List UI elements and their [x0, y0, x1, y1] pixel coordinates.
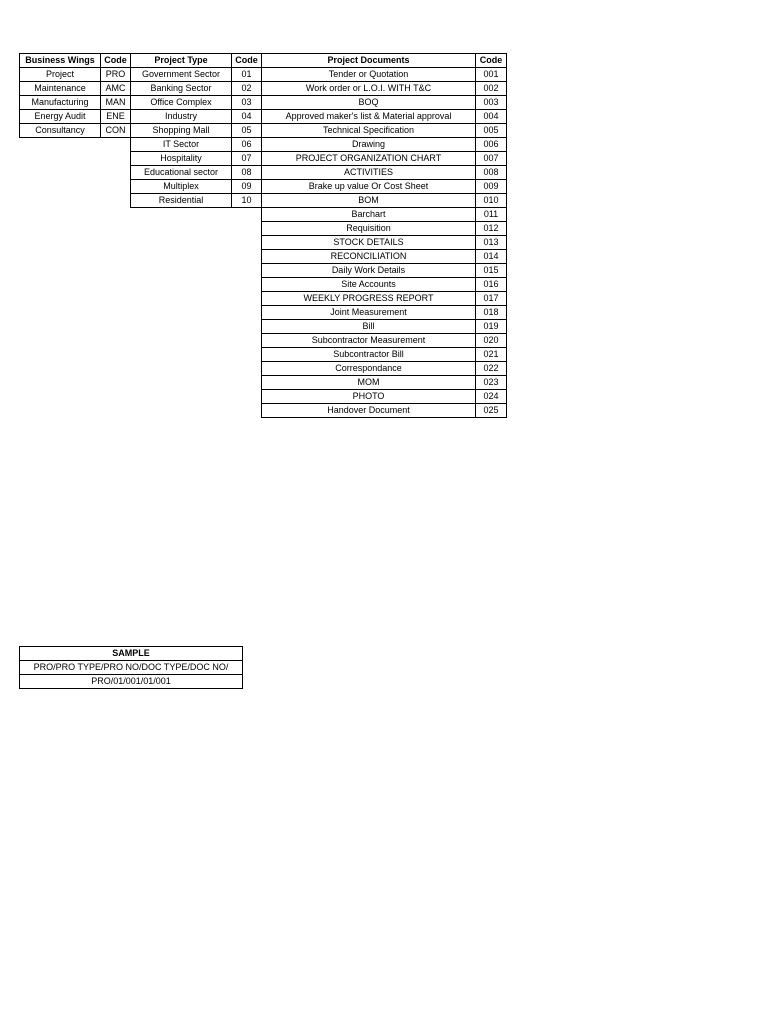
doc-code-cell: 018 — [476, 306, 507, 320]
project-type-cell — [131, 222, 232, 236]
business-wing-cell — [20, 152, 101, 166]
type-code-cell — [232, 264, 262, 278]
type-code-cell — [232, 376, 262, 390]
sample-format: PRO/PRO TYPE/PRO NO/DOC TYPE/DOC NO/ — [20, 661, 243, 675]
type-code-cell: 03 — [232, 96, 262, 110]
project-document-cell: Tender or Quotation — [262, 68, 476, 82]
table-row — [20, 194, 507, 208]
project-type-cell — [131, 362, 232, 376]
type-code-cell — [232, 404, 262, 418]
project-type-cell: Shopping Mall — [131, 124, 232, 138]
business-wing-cell — [20, 194, 101, 208]
table-row — [20, 208, 507, 222]
header-doc-code: Code — [476, 54, 507, 68]
doc-code-cell: 021 — [476, 348, 507, 362]
project-type-cell: IT Sector — [131, 138, 232, 152]
wing-code-cell — [101, 292, 131, 306]
business-wing-cell — [20, 348, 101, 362]
business-wing-cell — [20, 334, 101, 348]
project-type-cell: Government Sector — [131, 68, 232, 82]
doc-code-cell: 008 — [476, 166, 507, 180]
project-document-cell: Correspondance — [262, 362, 476, 376]
table-row — [20, 334, 507, 348]
sample-title: SAMPLE — [20, 647, 243, 661]
wing-code-cell — [101, 320, 131, 334]
doc-code-cell: 013 — [476, 236, 507, 250]
business-wing-cell — [20, 292, 101, 306]
business-wing-cell — [20, 376, 101, 390]
wing-code-cell: CON — [101, 124, 131, 138]
header-project-type: Project Type — [131, 54, 232, 68]
project-type-cell: Hospitality — [131, 152, 232, 166]
doc-code-cell: 004 — [476, 110, 507, 124]
doc-code-cell: 022 — [476, 362, 507, 376]
business-wing-cell — [20, 306, 101, 320]
wing-code-cell — [101, 180, 131, 194]
type-code-cell — [232, 390, 262, 404]
type-code-cell — [232, 320, 262, 334]
project-document-cell: MOM — [262, 376, 476, 390]
project-document-cell: PROJECT ORGANIZATION CHART — [262, 152, 476, 166]
type-code-cell: 08 — [232, 166, 262, 180]
table-row — [20, 180, 507, 194]
business-wing-cell: Project — [20, 68, 101, 82]
wing-code-cell — [101, 152, 131, 166]
doc-code-cell: 009 — [476, 180, 507, 194]
project-type-cell: Office Complex — [131, 96, 232, 110]
project-document-cell: Requisition — [262, 222, 476, 236]
wing-code-cell: AMC — [101, 82, 131, 96]
wing-code-cell: ENE — [101, 110, 131, 124]
wing-code-cell — [101, 404, 131, 418]
project-document-cell: Technical Specification — [262, 124, 476, 138]
business-wing-cell: Energy Audit — [20, 110, 101, 124]
doc-code-cell: 012 — [476, 222, 507, 236]
business-wing-cell — [20, 138, 101, 152]
wing-code-cell — [101, 194, 131, 208]
project-document-cell: Brake up value Or Cost Sheet — [262, 180, 476, 194]
type-code-cell — [232, 208, 262, 222]
doc-code-cell: 010 — [476, 194, 507, 208]
wing-code-cell — [101, 264, 131, 278]
project-document-cell: BOM — [262, 194, 476, 208]
doc-code-cell: 024 — [476, 390, 507, 404]
project-type-cell — [131, 306, 232, 320]
project-document-cell: Drawing — [262, 138, 476, 152]
doc-code-cell: 023 — [476, 376, 507, 390]
project-document-cell: ACTIVITIES — [262, 166, 476, 180]
doc-code-cell: 006 — [476, 138, 507, 152]
table-row — [20, 166, 507, 180]
table-row — [20, 68, 507, 82]
doc-code-cell: 017 — [476, 292, 507, 306]
project-type-cell — [131, 348, 232, 362]
doc-code-cell: 016 — [476, 278, 507, 292]
project-type-cell — [131, 376, 232, 390]
project-document-cell: Subcontractor Bill — [262, 348, 476, 362]
project-document-cell: Daily Work Details — [262, 264, 476, 278]
wing-code-cell: MAN — [101, 96, 131, 110]
business-wing-cell: Maintenance — [20, 82, 101, 96]
type-code-cell: 10 — [232, 194, 262, 208]
business-wing-cell — [20, 278, 101, 292]
project-type-cell — [131, 292, 232, 306]
header-type-code: Code — [232, 54, 262, 68]
doc-code-cell: 015 — [476, 264, 507, 278]
project-document-cell: STOCK DETAILS — [262, 236, 476, 250]
table-row — [20, 348, 507, 362]
sample-table — [19, 646, 243, 689]
header-row — [20, 54, 507, 68]
business-wing-cell — [20, 222, 101, 236]
business-wing-cell: Manufacturing — [20, 96, 101, 110]
business-wing-cell — [20, 390, 101, 404]
project-document-cell: Barchart — [262, 208, 476, 222]
type-code-cell — [232, 292, 262, 306]
wing-code-cell — [101, 376, 131, 390]
type-code-cell — [232, 348, 262, 362]
project-document-cell: BOQ — [262, 96, 476, 110]
doc-code-cell: 019 — [476, 320, 507, 334]
type-code-cell: 01 — [232, 68, 262, 82]
type-code-cell: 04 — [232, 110, 262, 124]
doc-code-cell: 005 — [476, 124, 507, 138]
business-wing-cell — [20, 264, 101, 278]
doc-code-cell: 002 — [476, 82, 507, 96]
business-wing-cell — [20, 250, 101, 264]
wing-code-cell — [101, 222, 131, 236]
project-type-cell: Industry — [131, 110, 232, 124]
project-document-cell: Joint Measurement — [262, 306, 476, 320]
table-row — [20, 278, 507, 292]
project-document-cell: Approved maker's list & Material approval — [262, 110, 476, 124]
wing-code-cell — [101, 236, 131, 250]
project-type-cell — [131, 264, 232, 278]
type-code-cell: 02 — [232, 82, 262, 96]
table-row — [20, 264, 507, 278]
project-document-cell: Bill — [262, 320, 476, 334]
project-document-cell: Work order or L.O.I. WITH T&C — [262, 82, 476, 96]
type-code-cell — [232, 250, 262, 264]
table-row — [20, 404, 507, 418]
type-code-cell — [232, 236, 262, 250]
table-row — [20, 96, 507, 110]
wing-code-cell — [101, 166, 131, 180]
project-type-cell — [131, 208, 232, 222]
type-code-cell: 09 — [232, 180, 262, 194]
business-wing-cell — [20, 166, 101, 180]
table-row — [20, 292, 507, 306]
project-type-cell: Residential — [131, 194, 232, 208]
table-row — [20, 222, 507, 236]
wing-code-cell — [101, 348, 131, 362]
business-wing-cell — [20, 320, 101, 334]
project-type-cell — [131, 250, 232, 264]
project-document-cell: Handover Document — [262, 404, 476, 418]
type-code-cell — [232, 362, 262, 376]
type-code-cell: 06 — [232, 138, 262, 152]
type-code-cell — [232, 278, 262, 292]
business-wing-cell — [20, 236, 101, 250]
sample-example: PRO/01/001/01/001 — [20, 675, 243, 689]
project-type-cell: Educational sector — [131, 166, 232, 180]
doc-code-cell: 007 — [476, 152, 507, 166]
project-type-cell: Banking Sector — [131, 82, 232, 96]
doc-code-cell: 001 — [476, 68, 507, 82]
table-row — [20, 110, 507, 124]
project-type-cell — [131, 390, 232, 404]
business-wing-cell — [20, 208, 101, 222]
table-row — [20, 376, 507, 390]
doc-code-cell: 025 — [476, 404, 507, 418]
project-document-cell: PHOTO — [262, 390, 476, 404]
wing-code-cell — [101, 278, 131, 292]
type-code-cell — [232, 334, 262, 348]
code-reference-table — [19, 53, 507, 418]
wing-code-cell — [101, 390, 131, 404]
table-row — [20, 82, 507, 96]
wing-code-cell — [101, 138, 131, 152]
type-code-cell: 07 — [232, 152, 262, 166]
table-row — [20, 250, 507, 264]
table-row — [20, 306, 507, 320]
doc-code-cell: 014 — [476, 250, 507, 264]
wing-code-cell: PRO — [101, 68, 131, 82]
type-code-cell — [232, 306, 262, 320]
wing-code-cell — [101, 362, 131, 376]
project-type-cell — [131, 404, 232, 418]
project-document-cell: Site Accounts — [262, 278, 476, 292]
project-type-cell — [131, 334, 232, 348]
project-type-cell — [131, 278, 232, 292]
business-wing-cell — [20, 404, 101, 418]
doc-code-cell: 003 — [476, 96, 507, 110]
project-type-cell — [131, 320, 232, 334]
doc-code-cell: 020 — [476, 334, 507, 348]
table-row — [20, 390, 507, 404]
business-wing-cell — [20, 180, 101, 194]
header-business-wings: Business Wings — [20, 54, 101, 68]
header-project-documents: Project Documents — [262, 54, 476, 68]
type-code-cell: 05 — [232, 124, 262, 138]
table-row — [20, 152, 507, 166]
wing-code-cell — [101, 306, 131, 320]
project-type-cell: Multiplex — [131, 180, 232, 194]
table-row — [20, 320, 507, 334]
doc-code-cell: 011 — [476, 208, 507, 222]
project-document-cell: WEEKLY PROGRESS REPORT — [262, 292, 476, 306]
wing-code-cell — [101, 334, 131, 348]
header-wing-code: Code — [101, 54, 131, 68]
table-row — [20, 138, 507, 152]
wing-code-cell — [101, 208, 131, 222]
table-row — [20, 124, 507, 138]
business-wing-cell — [20, 362, 101, 376]
table-row — [20, 362, 507, 376]
wing-code-cell — [101, 250, 131, 264]
project-type-cell — [131, 236, 232, 250]
project-document-cell: RECONCILIATION — [262, 250, 476, 264]
business-wing-cell: Consultancy — [20, 124, 101, 138]
type-code-cell — [232, 222, 262, 236]
project-document-cell: Subcontractor Measurement — [262, 334, 476, 348]
table-row — [20, 236, 507, 250]
